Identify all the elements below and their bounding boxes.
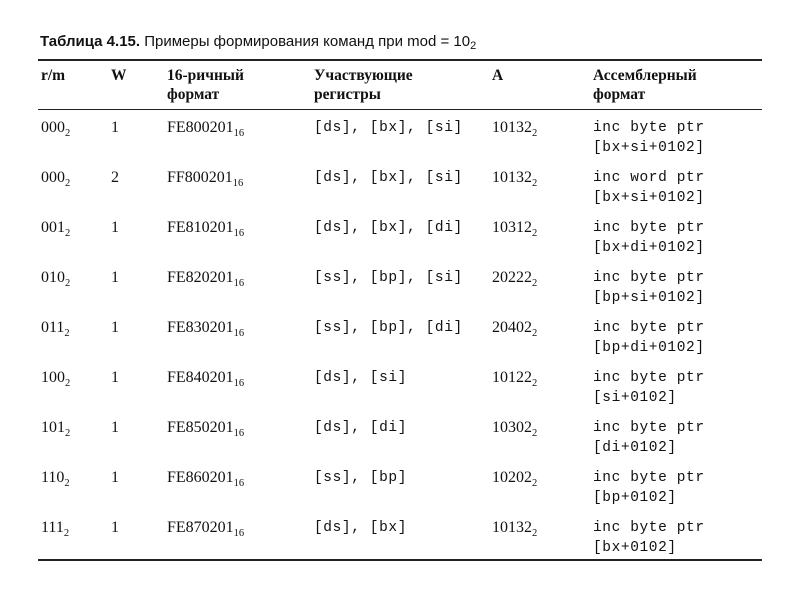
table-row xyxy=(0,418,800,468)
asm-line1: inc word ptr xyxy=(593,170,705,186)
asm-line2: [bx+0102] xyxy=(593,540,677,556)
a-value: 20222 xyxy=(492,269,532,286)
asm-line1: inc byte ptr xyxy=(593,420,705,436)
w-cell: 1 xyxy=(111,469,119,486)
header-a-label: A xyxy=(492,67,504,84)
header-a xyxy=(492,66,503,85)
w-cell: 2 xyxy=(111,169,119,186)
a-cell xyxy=(492,468,537,488)
rm-subscript: 2 xyxy=(65,378,71,389)
asm-line1: inc byte ptr xyxy=(593,120,705,136)
asm-line1: inc byte ptr xyxy=(593,220,705,236)
registers-cell: [ss], [bp], [si] xyxy=(314,270,463,286)
asm-line2: [bp+0102] xyxy=(593,490,677,506)
a-subscript: 2 xyxy=(532,278,538,289)
header-hex-line1: 16-ричный xyxy=(167,67,244,84)
hex-value: FF800201 xyxy=(167,169,233,186)
a-cell xyxy=(492,218,537,238)
w-cell: 1 xyxy=(111,269,119,286)
a-cell xyxy=(492,318,537,338)
registers-cell: [ss], [bp] xyxy=(314,470,408,486)
hex-subscript: 16 xyxy=(233,428,245,439)
hex-subscript: 16 xyxy=(232,178,244,189)
w-cell: 1 xyxy=(111,119,119,136)
asm-line2: [bx+si+0102] xyxy=(593,190,705,206)
rm-subscript: 2 xyxy=(65,278,71,289)
registers-cell: [ds], [bx], [si] xyxy=(314,120,463,136)
a-value: 10132 xyxy=(492,169,532,186)
hex-subscript: 16 xyxy=(233,278,245,289)
asm-cell xyxy=(593,518,705,558)
a-value: 10122 xyxy=(492,369,532,386)
rm-cell xyxy=(41,368,70,388)
rm-subscript: 2 xyxy=(64,328,70,339)
hex-value: FE840201 xyxy=(167,369,234,386)
header-asm xyxy=(593,66,697,104)
asm-cell xyxy=(593,318,705,358)
asm-cell xyxy=(593,218,705,258)
header-w xyxy=(111,66,127,85)
hex-cell xyxy=(167,318,244,338)
header-hex xyxy=(167,66,244,104)
table-row xyxy=(0,368,800,418)
hex-value: FE810201 xyxy=(167,219,234,236)
a-subscript: 2 xyxy=(532,328,538,339)
hex-subscript: 16 xyxy=(233,128,245,139)
rm-value: 101 xyxy=(41,419,65,436)
a-cell xyxy=(492,418,537,438)
a-cell xyxy=(492,518,537,538)
header-rm-label: r/m xyxy=(41,67,66,84)
a-cell xyxy=(492,168,537,188)
hex-subscript: 16 xyxy=(233,378,245,389)
rm-cell xyxy=(41,468,70,488)
registers-cell: [ss], [bp], [di] xyxy=(314,320,463,336)
asm-line1: inc byte ptr xyxy=(593,270,705,286)
a-value: 10202 xyxy=(492,469,532,486)
hex-subscript: 16 xyxy=(233,228,245,239)
hex-subscript: 16 xyxy=(233,328,245,339)
caption-label: Таблица 4.15. xyxy=(40,33,141,50)
hex-cell xyxy=(167,418,244,438)
asm-cell xyxy=(593,468,705,508)
asm-cell xyxy=(593,268,705,308)
rm-value: 111 xyxy=(41,519,64,536)
hex-value: FE820201 xyxy=(167,269,234,286)
rm-subscript: 2 xyxy=(65,178,71,189)
a-value: 10302 xyxy=(492,419,532,436)
w-cell: 1 xyxy=(111,519,119,536)
hex-value: FE830201 xyxy=(167,319,234,336)
a-value: 20402 xyxy=(492,319,532,336)
caption-subscript: 2 xyxy=(470,40,477,52)
hex-value: FE860201 xyxy=(167,469,234,486)
a-subscript: 2 xyxy=(532,228,538,239)
table-row xyxy=(0,268,800,318)
header-hex-line2: формат xyxy=(167,86,220,103)
rm-value: 100 xyxy=(41,369,65,386)
bottom-rule xyxy=(38,559,762,561)
hex-subscript: 16 xyxy=(233,478,245,489)
asm-line1: inc byte ptr xyxy=(593,320,705,336)
a-cell xyxy=(492,118,537,138)
a-subscript: 2 xyxy=(532,128,538,139)
hex-value: FE870201 xyxy=(167,519,234,536)
header-w-label: W xyxy=(111,67,127,84)
header-asm-line2: формат xyxy=(593,86,646,103)
registers-cell: [ds], [di] xyxy=(314,420,408,436)
asm-line2: [di+0102] xyxy=(593,440,677,456)
a-value: 10132 xyxy=(492,119,532,136)
a-subscript: 2 xyxy=(532,178,538,189)
w-cell: 1 xyxy=(111,219,119,236)
a-cell xyxy=(492,368,537,388)
rm-value: 011 xyxy=(41,319,65,336)
a-cell xyxy=(492,268,537,288)
registers-cell: [ds], [bx], [di] xyxy=(314,220,463,236)
a-subscript: 2 xyxy=(532,428,538,439)
hex-cell xyxy=(167,268,244,288)
asm-cell xyxy=(593,418,705,458)
top-rule xyxy=(38,59,762,61)
hex-subscript: 16 xyxy=(233,528,245,539)
rm-subscript: 2 xyxy=(64,478,70,489)
hex-cell xyxy=(167,118,244,138)
w-cell: 1 xyxy=(111,319,119,336)
header-rm xyxy=(41,66,65,85)
hex-cell xyxy=(167,368,244,388)
table-caption xyxy=(40,33,476,51)
rm-value: 001 xyxy=(41,219,65,236)
a-value: 10132 xyxy=(492,519,532,536)
rm-value: 000 xyxy=(41,169,65,186)
rm-cell xyxy=(41,518,69,538)
asm-line1: inc byte ptr xyxy=(593,370,705,386)
rm-cell xyxy=(41,118,70,138)
registers-cell: [ds], [si] xyxy=(314,370,408,386)
rm-subscript: 2 xyxy=(63,528,70,539)
table-row xyxy=(0,318,800,368)
registers-cell: [ds], [bx] xyxy=(314,520,408,536)
hex-value: FE800201 xyxy=(167,119,234,136)
header-rule xyxy=(38,109,762,110)
hex-cell xyxy=(167,468,244,488)
rm-subscript: 2 xyxy=(65,128,71,139)
rm-cell xyxy=(41,418,70,438)
hex-value: FE850201 xyxy=(167,419,234,436)
table-row xyxy=(0,518,800,568)
table-row xyxy=(0,168,800,218)
table-row xyxy=(0,118,800,168)
asm-cell xyxy=(593,168,705,208)
rm-subscript: 2 xyxy=(65,228,71,239)
asm-line1: inc byte ptr xyxy=(593,520,705,536)
asm-line2: [bp+di+0102] xyxy=(593,340,705,356)
asm-line2: [bx+si+0102] xyxy=(593,140,705,156)
header-registers xyxy=(314,66,413,104)
header-registers-line2: регистры xyxy=(314,86,381,103)
table-row xyxy=(0,468,800,518)
header-asm-line1: Ассемблерный xyxy=(593,67,697,84)
a-subscript: 2 xyxy=(532,528,538,539)
rm-value: 000 xyxy=(41,119,65,136)
a-value: 10312 xyxy=(492,219,532,236)
rm-value: 110 xyxy=(41,469,65,486)
asm-line2: [si+0102] xyxy=(593,390,677,406)
header-registers-line1: Участвующие xyxy=(314,67,413,84)
asm-line2: [bx+di+0102] xyxy=(593,240,705,256)
asm-line1: inc byte ptr xyxy=(593,470,705,486)
rm-cell xyxy=(41,268,70,288)
rm-cell xyxy=(41,318,70,338)
rm-value: 010 xyxy=(41,269,65,286)
rm-subscript: 2 xyxy=(65,428,71,439)
a-subscript: 2 xyxy=(532,478,538,489)
asm-cell xyxy=(593,118,705,158)
asm-cell xyxy=(593,368,705,408)
caption-text: Примеры формирования команд при mod = 10 xyxy=(144,33,471,50)
rm-cell xyxy=(41,168,70,188)
hex-cell xyxy=(167,518,244,538)
registers-cell: [ds], [bx], [si] xyxy=(314,170,463,186)
rm-cell xyxy=(41,218,70,238)
a-subscript: 2 xyxy=(532,378,538,389)
hex-cell xyxy=(167,218,244,238)
table-row xyxy=(0,218,800,268)
w-cell: 1 xyxy=(111,419,119,436)
hex-cell xyxy=(167,168,243,188)
asm-line2: [bp+si+0102] xyxy=(593,290,705,306)
w-cell: 1 xyxy=(111,369,119,386)
